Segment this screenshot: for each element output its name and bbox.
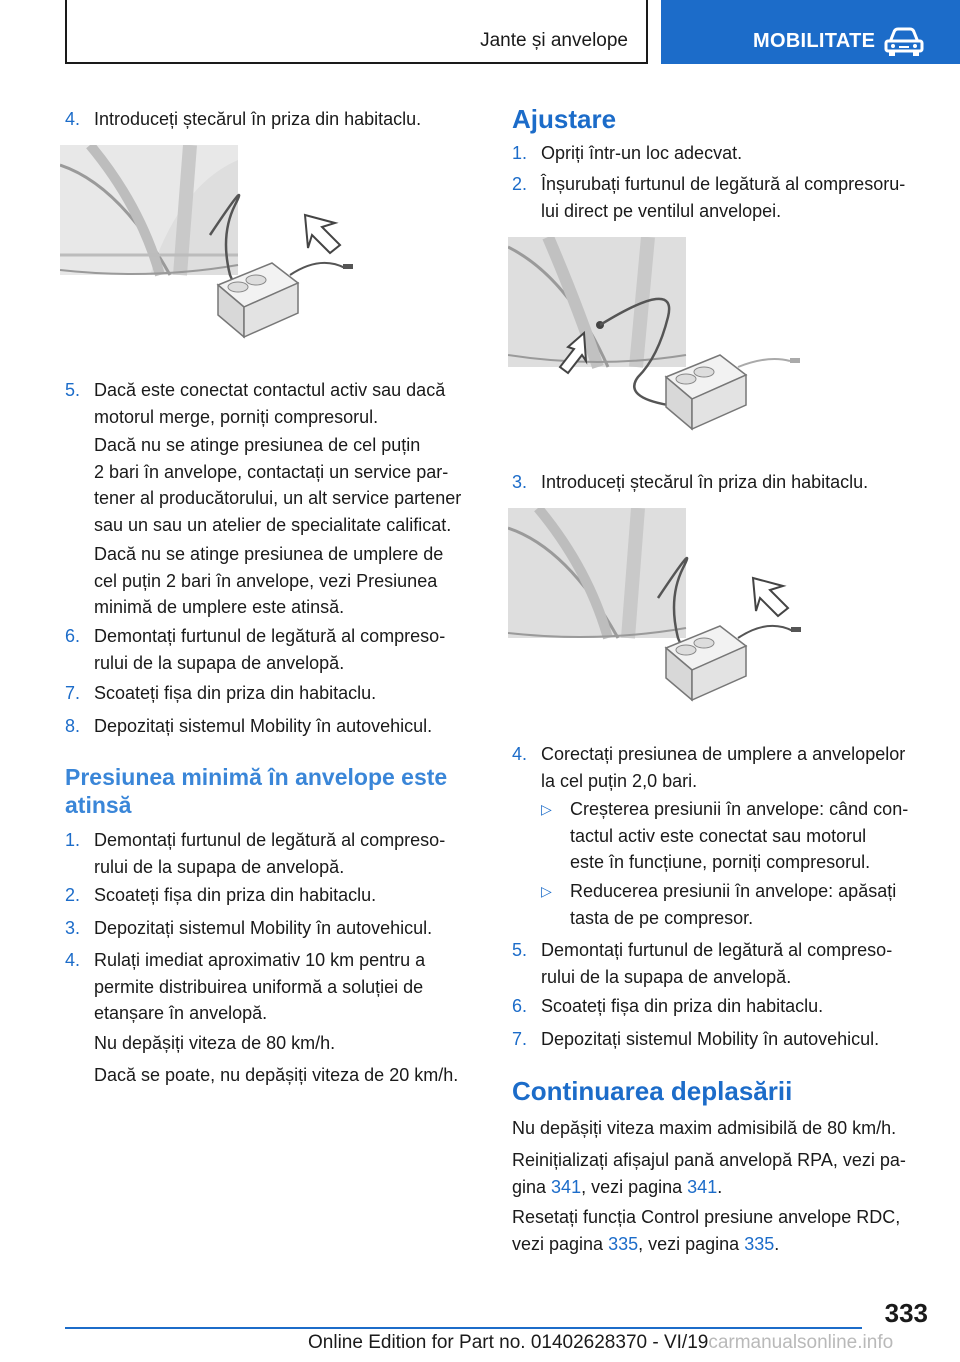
step-text: Depozitați sistemul Mobility în autovehicul.: [94, 716, 433, 736]
edition-text: Online Edition for Part no. 01402628370 - VI/19: [308, 1332, 709, 1353]
chapter-tab[interactable]: [661, 0, 960, 64]
step-text-line: rului de la supapa de anvelopă.: [94, 856, 345, 877]
step-text-line: rului de la supapa de anvelopă.: [94, 652, 345, 673]
text-line: cel puțin 2 bari în anvelope, vezi Presiunea: [94, 570, 438, 591]
step-text-line: motorul merge, porniți compresorul.: [94, 406, 379, 427]
step-text-line: Demontați furtunul de legătură al compreso-: [541, 940, 893, 960]
text-fragment: vezi pagina: [512, 1233, 609, 1254]
step-number: 7.: [512, 1029, 528, 1049]
footer-edition: [308, 1332, 893, 1354]
step-number: 3.: [65, 918, 81, 938]
bullet-text-line: tasta de pe compresor.: [570, 907, 754, 928]
page-number: 333: [884, 1298, 928, 1328]
speed-limit-20: Dacă se poate, nu depășiți viteza de 20 km/h.: [94, 1065, 459, 1085]
text-line: Reinițializați afișajul pană anvelopă RPA, vezi pa-: [512, 1150, 906, 1170]
rdc-reset-paragraph: [512, 1204, 932, 1257]
car-icon: [883, 24, 925, 58]
section-heading-adjustment: Ajustare: [512, 104, 617, 134]
page-link-341-second[interactable]: 341: [687, 1176, 718, 1197]
page-link-341[interactable]: 341: [551, 1176, 582, 1197]
text-fragment: gina: [512, 1176, 552, 1197]
step-number: 4.: [512, 744, 528, 764]
text-fragment: , vezi pagina: [581, 1176, 688, 1197]
triangle-bullet-icon: ▷: [541, 883, 552, 899]
step-text: Depozitați sistemul Mobility în autovehicul.: [541, 1029, 880, 1049]
triangle-bullet-icon: ▷: [541, 801, 552, 817]
text-line: sau un sau un atelier de specialitate calificat.: [94, 514, 452, 535]
note-paragraph-1: [94, 432, 489, 538]
step-text: Depozitați sistemul Mobility în autovehicul.: [94, 918, 433, 938]
step-text: Introduceți ștecărul în priza din habitaclu.: [94, 109, 422, 129]
page-link-335-second[interactable]: 335: [744, 1233, 775, 1254]
step-text: Scoateți fișa din priza din habitaclu.: [541, 996, 824, 1016]
step-number: 8.: [65, 716, 81, 736]
section-heading-continue-driving: Continuarea deplasării: [512, 1076, 793, 1106]
step-number: 1.: [65, 830, 81, 850]
continue-speed-text: Nu depășiți viteza maxim admisibilă de 80 km/h.: [512, 1118, 897, 1138]
section-title: Jante și anvelope: [480, 30, 628, 51]
text-line: tener al producătorului, un alt service partener: [94, 488, 462, 508]
note-paragraph-2: [94, 541, 489, 621]
step-text: Scoateți fișa din priza din habitaclu.: [94, 683, 377, 703]
step-text-line: Dacă este conectat contactul activ sau dacă: [94, 380, 446, 400]
section-heading-minimum-pressure: [65, 763, 485, 819]
step-text-line: Înșurubați furtunul de legătură al compresoru-: [541, 174, 906, 194]
step-number: 3.: [512, 472, 528, 492]
step-number: 4.: [65, 109, 81, 129]
compressor-illustration-1: [60, 145, 360, 355]
heading-line: atinsă: [65, 792, 132, 818]
step-text-line: lui direct pe ventilul anvelopei.: [541, 200, 782, 221]
step-number: 1.: [512, 143, 528, 163]
step-text-line: Corectați presiunea de umplere a anvelopelor: [541, 744, 906, 764]
step-number: 5.: [512, 940, 528, 960]
compressor-illustration-2: [508, 508, 808, 718]
step-number: 6.: [65, 626, 81, 646]
step-text-line: etanșare în anvelopă.: [94, 1003, 268, 1023]
rpa-reset-paragraph: [512, 1147, 932, 1200]
text-line: 2 bari în anvelope, contactați un service par-: [94, 461, 449, 482]
header-section-box: [65, 0, 648, 64]
text-line: Dacă nu se atinge presiunea de umplere de: [94, 544, 444, 564]
text-fragment: .: [717, 1176, 723, 1197]
text-line: Dacă nu se atinge presiunea de cel puțin: [94, 435, 421, 455]
text-fragment: , vezi pagina: [638, 1233, 745, 1254]
chapter-title: MOBILITATE: [753, 30, 876, 52]
step-text-line: Demontați furtunul de legătură al compreso-: [94, 830, 446, 850]
step-text-line: permite distribuirea uniformă a soluției de: [94, 976, 424, 997]
text-line: minimă de umplere este atinsă.: [94, 597, 345, 617]
watermark-text: carmanualsonline.info: [708, 1332, 894, 1353]
step-number: 4.: [65, 950, 81, 970]
bullet-text-line: este în funcțiune, porniți compresorul.: [570, 852, 871, 872]
step-text-line: la cel puțin 2,0 bari.: [541, 770, 698, 791]
text-fragment: .: [774, 1233, 780, 1254]
step-text: Opriți într-un loc adecvat.: [541, 143, 743, 163]
bullet-text-line: Reducerea presiunii în anvelope: apăsați: [570, 881, 897, 901]
bullet-text-line: tactul activ este conectat sau motorul: [570, 825, 867, 846]
page-link-335[interactable]: 335: [608, 1233, 639, 1254]
bullet-text-line: Creșterea presiunii în anvelope: când con-: [570, 799, 909, 819]
heading-line: Presiunea minimă în anvelope este: [65, 764, 448, 790]
compressor-valve-illustration: [508, 237, 808, 447]
step-number: 2.: [65, 885, 81, 905]
step-number: 7.: [65, 683, 81, 703]
step-text: Scoateți fișa din priza din habitaclu.: [94, 885, 377, 905]
step-text-line: Rulați imediat aproximativ 10 km pentru a: [94, 950, 426, 970]
step-number: 5.: [65, 380, 81, 400]
speed-limit-80: Nu depășiți viteza de 80 km/h.: [94, 1033, 336, 1053]
step-number: 6.: [512, 996, 528, 1016]
text-line: Resetați funcția Control presiune anvelope RDC,: [512, 1207, 901, 1227]
step-text-line: rului de la supapa de anvelopă.: [541, 966, 792, 987]
step-text-line: Demontați furtunul de legătură al compreso-: [94, 626, 446, 646]
step-text: Introduceți ștecărul în priza din habitaclu.: [541, 472, 869, 492]
step-number: 2.: [512, 174, 528, 194]
footer-divider: [65, 1327, 862, 1329]
